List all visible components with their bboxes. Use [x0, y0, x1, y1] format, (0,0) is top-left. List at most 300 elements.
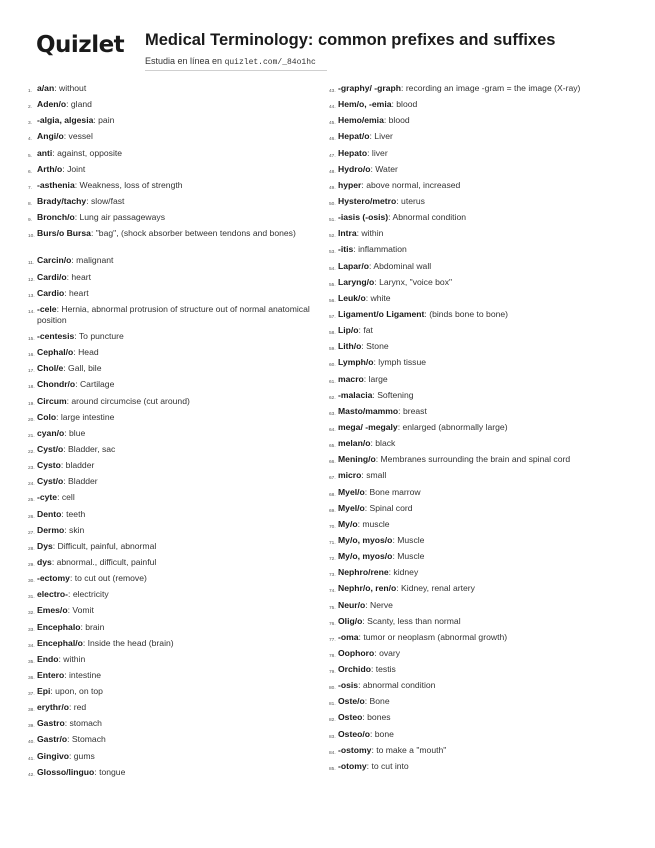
term-separator: : [365, 292, 371, 303]
term-number: 26. [28, 514, 35, 520]
term-definition: without [58, 83, 87, 93]
term-text [336, 664, 629, 675]
term-text [35, 605, 313, 616]
term-definition: Bladder [68, 476, 98, 487]
term-number: 48. [329, 169, 336, 175]
term-word: Leuk/o [338, 292, 366, 303]
term-word: mega/ -megaly [338, 421, 398, 432]
term-text [336, 148, 629, 159]
term-text [336, 422, 629, 433]
term-text [336, 164, 629, 175]
term-separator: : [71, 255, 77, 266]
term-item [329, 83, 629, 99]
term-text [35, 638, 313, 649]
term-definition: Scanty, less than normal [367, 615, 461, 626]
term-item [329, 664, 629, 680]
term-word: Nephro/rene [338, 567, 389, 578]
term-text [336, 600, 629, 611]
header-divider [145, 70, 327, 71]
term-number: 75. [329, 605, 336, 611]
term-item [329, 454, 629, 470]
term-number: 14. [28, 309, 35, 315]
term-word: -asthenia [37, 179, 75, 190]
term-definition: to make a "mouth" [376, 744, 447, 755]
term-text [35, 525, 313, 536]
term-text [35, 131, 313, 142]
term-text [35, 476, 313, 487]
term-word: Hystero/metro [338, 195, 397, 206]
term-number: 2. [28, 105, 33, 111]
term-item [28, 212, 313, 228]
term-text [336, 519, 629, 530]
term-definition: Stone [366, 341, 389, 352]
term-word: Gingivo [37, 750, 69, 761]
term-text [35, 509, 313, 520]
term-word: Chondr/o [37, 379, 76, 390]
term-number: 11. [28, 261, 35, 267]
term-item [28, 734, 313, 750]
term-word: dys [37, 556, 52, 567]
term-definition: small [366, 470, 387, 481]
term-word: Cyst/o [37, 443, 64, 454]
term-text [35, 115, 313, 126]
term-definition: tumor or neoplasm (abnormal growth) [363, 631, 508, 642]
term-item [28, 396, 313, 412]
term-word: -ostomy [338, 744, 372, 755]
term-separator: : [67, 734, 72, 745]
term-separator: : [370, 664, 376, 675]
term-separator: : [56, 411, 61, 422]
term-word: Laryng/o [338, 276, 375, 287]
term-definition: malignant [76, 255, 114, 266]
term-word: Oophoro [338, 647, 375, 658]
term-definition: Larynx, "voice box" [379, 276, 453, 287]
term-number: 67. [329, 476, 336, 482]
term-definition: Membranes surrounding the brain and spinal cord [380, 454, 571, 465]
term-definition: Muscle [397, 551, 425, 562]
set-url-link[interactable]: quizlet.com/_84o1hc [224, 58, 316, 67]
term-number: 58. [329, 331, 336, 337]
term-separator: : [74, 179, 80, 190]
term-item [329, 470, 629, 486]
term-separator: : [74, 212, 80, 223]
term-word: Angi/o [37, 131, 64, 142]
term-word: Circum [37, 395, 67, 406]
term-item [329, 115, 629, 131]
term-separator: : [52, 147, 58, 158]
term-separator: : [396, 583, 402, 594]
term-separator: : [74, 330, 79, 341]
term-text [336, 357, 629, 368]
term-number: 15. [28, 336, 35, 342]
term-number: 19. [28, 401, 35, 407]
term-text [35, 444, 313, 455]
term-word: Dys [37, 540, 53, 551]
term-text [35, 589, 313, 600]
term-word: Dermo [37, 524, 65, 535]
term-separator: : [397, 421, 403, 432]
term-text [35, 573, 313, 584]
term-number: 62. [329, 395, 336, 401]
term-definition: large [368, 373, 388, 384]
term-text [35, 148, 313, 159]
term-separator: : [370, 163, 376, 174]
term-item [329, 374, 629, 390]
term-word: Colo [37, 411, 57, 422]
term-item [28, 428, 313, 444]
term-definition: white [370, 292, 391, 303]
term-number: 82. [329, 718, 336, 724]
term-word: Mening/o [338, 454, 376, 465]
term-text [35, 255, 313, 266]
term-separator: : [52, 540, 58, 551]
term-separator: : [82, 637, 88, 648]
term-text [336, 374, 629, 385]
term-word: -iasis (-osis) [338, 212, 389, 223]
term-text [336, 325, 629, 336]
term-separator: : [372, 389, 378, 400]
term-item [28, 331, 313, 347]
term-item [28, 541, 313, 557]
term-word: My/o, myos/o [338, 551, 393, 562]
term-item [28, 557, 313, 573]
term-text [336, 761, 629, 772]
term-word: anti [37, 147, 53, 158]
term-item [28, 460, 313, 476]
term-separator: : [370, 438, 376, 449]
term-word: Masto/mammo [338, 405, 399, 416]
term-separator: : [370, 728, 375, 739]
term-text [336, 196, 629, 207]
term-number: 64. [329, 427, 336, 433]
term-word: -osis [338, 680, 359, 691]
term-separator: : [392, 551, 398, 562]
term-number: 69. [329, 508, 336, 514]
term-text [35, 304, 313, 326]
term-item [28, 444, 313, 460]
term-number: 61. [329, 379, 336, 385]
term-separator: : [56, 303, 62, 314]
term-number: 40. [28, 740, 35, 746]
term-separator: : [388, 212, 393, 223]
term-number: 65. [329, 444, 336, 450]
term-separator: : [353, 244, 359, 255]
term-definition: testis [375, 664, 396, 675]
term-text [35, 492, 313, 503]
term-word: Entero [37, 669, 65, 680]
term-item [329, 632, 629, 648]
term-item [28, 670, 313, 686]
term-definition: large intestine [60, 411, 115, 422]
term-definition: Abdominal wall [373, 260, 432, 271]
term-number: 85. [329, 766, 336, 772]
term-item [28, 412, 313, 428]
term-number: 17. [28, 369, 35, 375]
term-separator: : [373, 357, 379, 368]
term-number: 43. [329, 89, 336, 94]
term-text [336, 180, 629, 191]
term-text [336, 648, 629, 659]
term-word: Ligament/o Ligament [338, 308, 425, 319]
term-number: 3. [28, 121, 33, 127]
term-number: 13. [28, 293, 35, 299]
term-definition: pain [98, 115, 115, 126]
term-number: 63. [329, 411, 336, 417]
term-separator: : [64, 524, 70, 535]
term-separator: : [62, 163, 68, 174]
term-definition: stomach [69, 718, 102, 729]
term-text [336, 131, 629, 142]
term-separator: : [363, 373, 369, 384]
term-separator: : [365, 599, 370, 610]
term-item [329, 422, 629, 438]
term-separator: : [66, 99, 71, 110]
term-text [35, 164, 313, 175]
term-text [336, 390, 629, 401]
term-text [336, 309, 629, 320]
term-definition: Kidney, renal artery [401, 583, 475, 594]
term-text [35, 212, 313, 223]
term-word: -centesis [37, 330, 75, 341]
term-word: Epi [37, 686, 51, 697]
term-separator: : [51, 556, 57, 567]
term-definition: Difficult, painful, abnormal [57, 540, 157, 551]
term-separator: : [93, 115, 99, 126]
term-number: 37. [28, 692, 35, 698]
term-word: erythr/o [37, 702, 69, 713]
term-separator: : [69, 573, 75, 584]
terms-column-left [28, 83, 313, 783]
term-number: 50. [329, 201, 336, 207]
term-text [336, 470, 629, 481]
term-word: Endo [37, 653, 59, 664]
term-item [329, 438, 629, 454]
term-text [35, 288, 313, 299]
term-item [329, 551, 629, 567]
term-text [35, 99, 313, 110]
term-word: Olig/o [338, 615, 363, 626]
term-definition: "bag", (shock absorber between tendons and bones) [95, 228, 296, 239]
term-text [35, 767, 313, 778]
term-number: 34. [28, 643, 35, 649]
term-definition: Gall, bile [68, 363, 102, 374]
term-number: 80. [329, 686, 336, 692]
term-separator: : [401, 83, 406, 93]
term-text [35, 180, 313, 191]
term-number: 72. [329, 557, 336, 563]
term-text [336, 99, 629, 110]
term-word: -itis [338, 244, 354, 255]
term-number: 52. [329, 234, 336, 240]
term-definition: liver [371, 147, 388, 158]
term-definition: muscle [362, 518, 390, 529]
term-text [336, 551, 629, 562]
quizlet-logo: Quizlet [36, 32, 125, 58]
term-text [336, 212, 629, 223]
term-definition: gums [73, 750, 95, 761]
term-separator: : [358, 680, 363, 691]
term-number: 18. [28, 385, 35, 391]
term-definition: blood [396, 99, 418, 110]
term-separator: : [361, 179, 367, 190]
term-word: macro [338, 373, 364, 384]
term-text [336, 745, 629, 756]
term-separator: : [396, 195, 402, 206]
term-item [329, 293, 629, 309]
term-text [336, 729, 629, 740]
term-number: 47. [329, 153, 336, 159]
term-item [28, 180, 313, 196]
term-text [35, 541, 313, 552]
term-word: melan/o [338, 438, 371, 449]
term-word: Lith/o [338, 341, 362, 352]
term-number: 9. [28, 218, 33, 224]
term-word: micro [338, 470, 362, 481]
term-number: 38. [28, 708, 35, 714]
term-number: 21. [28, 433, 35, 439]
term-number: 5. [28, 153, 33, 159]
term-number: 74. [329, 589, 336, 595]
term-item [329, 745, 629, 761]
term-item [329, 99, 629, 115]
term-number: 4. [28, 137, 33, 143]
term-word: -cyte [37, 492, 58, 503]
term-definition: Hernia, abnormal protrusion of structure out of normal anatomical position [37, 303, 310, 325]
term-separator: : [58, 653, 64, 664]
term-number: 33. [28, 627, 35, 633]
term-word: Cardio [37, 287, 65, 298]
term-number: 51. [329, 218, 336, 224]
term-text [336, 712, 629, 723]
term-number: 45. [329, 121, 336, 127]
term-item [28, 363, 313, 379]
term-text [336, 341, 629, 352]
term-separator: : [80, 621, 86, 632]
term-separator: : [63, 131, 69, 142]
term-item [28, 476, 313, 492]
term-number: 56. [329, 298, 336, 304]
term-number: 12. [28, 277, 35, 283]
term-text [336, 277, 629, 288]
term-definition: black [375, 438, 396, 449]
term-word: Bronch/o [37, 212, 75, 223]
term-definition: Lung air passageways [79, 212, 166, 223]
term-item [28, 379, 313, 395]
term-item [28, 492, 313, 508]
term-number: 71. [329, 540, 336, 546]
term-definition: Cartilage [79, 379, 115, 390]
term-item [329, 648, 629, 664]
term-definition: Nerve [370, 599, 393, 610]
term-number: 16. [28, 353, 35, 359]
term-item [329, 148, 629, 164]
term-definition: slow/fast [90, 195, 125, 206]
term-text [35, 734, 313, 745]
term-item [28, 509, 313, 525]
term-definition: Joint [67, 163, 86, 174]
term-number: 24. [28, 482, 35, 488]
term-number: 84. [329, 750, 336, 756]
term-number: 29. [28, 562, 35, 568]
term-separator: : [94, 766, 100, 777]
term-definition: upon, on top [55, 686, 103, 697]
term-definition: Inside the head (brain) [87, 637, 174, 648]
term-word: Encephalo [37, 621, 81, 632]
term-definition: inflammation [358, 244, 407, 255]
term-text [35, 228, 313, 239]
term-definition: Head [78, 347, 99, 358]
term-definition: breast [402, 405, 427, 416]
term-separator: : [358, 325, 364, 336]
term-item [329, 390, 629, 406]
term-separator: : [66, 395, 72, 406]
term-word: Carcin/o [37, 255, 72, 266]
term-word: Cysto [37, 460, 61, 471]
term-separator: : [388, 567, 394, 578]
term-word: -oma [338, 631, 359, 642]
term-definition: within [63, 653, 86, 664]
term-number: 49. [329, 185, 336, 191]
term-number: 76. [329, 621, 336, 627]
term-word: Intra [338, 228, 357, 239]
term-item [28, 702, 313, 718]
term-number: 55. [329, 282, 336, 288]
term-word: -otomy [338, 760, 367, 771]
term-definition: electricity [72, 589, 109, 600]
term-word: Myel/o [338, 486, 365, 497]
subtitle-prefix: Estudia en línea en [145, 56, 223, 66]
term-word: Hem/o, -emia [338, 99, 392, 110]
term-word: Neur/o [338, 599, 366, 610]
term-definition: Muscle [397, 534, 425, 545]
term-definition: bladder [65, 460, 95, 471]
term-number: 83. [329, 734, 336, 740]
term-definition: ovary [379, 647, 401, 658]
term-separator: : [68, 589, 73, 600]
term-separator: : [63, 476, 69, 487]
term-number: 59. [329, 347, 336, 353]
term-separator: : [391, 99, 397, 110]
term-definition: cell [61, 492, 75, 503]
term-separator: : [57, 492, 62, 503]
term-separator: : [64, 287, 69, 298]
term-definition: red [73, 702, 87, 713]
term-definition: Bone marrow [369, 486, 421, 497]
term-separator: : [90, 228, 96, 239]
term-separator: : [73, 347, 79, 358]
term-item [329, 228, 629, 244]
term-number: 81. [329, 702, 336, 708]
term-text [35, 196, 313, 207]
term-definition: intestine [69, 669, 102, 680]
term-word: Hepat/o [338, 131, 370, 142]
term-item [28, 148, 313, 164]
term-separator: : [383, 115, 389, 126]
term-number: 77. [329, 637, 336, 643]
term-separator: : [364, 486, 370, 497]
term-separator: : [392, 534, 398, 545]
term-definition: blood [388, 115, 410, 126]
term-text [336, 583, 629, 594]
term-number: 39. [28, 724, 35, 730]
term-number: 57. [329, 314, 336, 320]
term-separator: : [86, 195, 91, 206]
term-word: -cele [37, 303, 57, 314]
term-item [329, 680, 629, 696]
term-separator: : [67, 605, 73, 616]
term-item [28, 622, 313, 638]
term-text [336, 293, 629, 304]
